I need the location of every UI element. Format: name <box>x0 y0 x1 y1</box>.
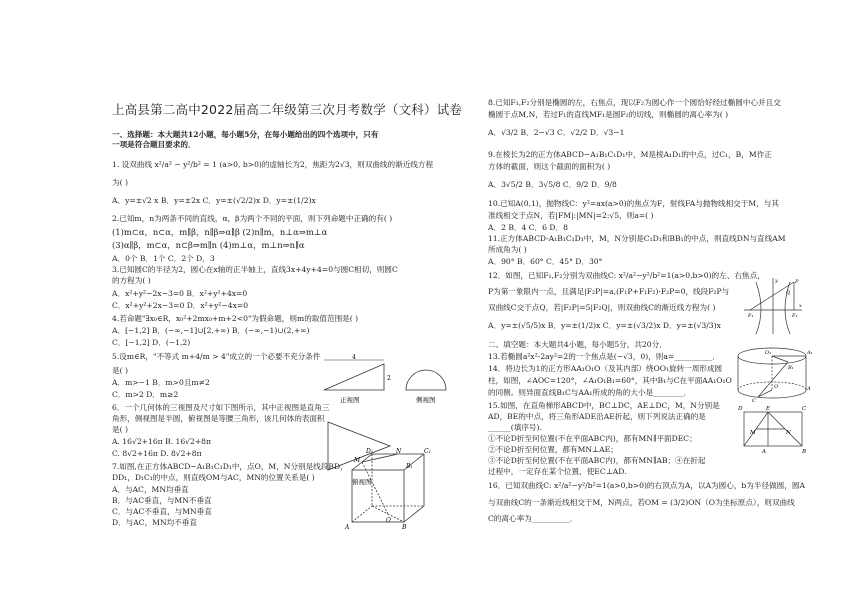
section-1-heading-cont: 一项是符合题目要求的． <box>112 140 196 149</box>
q3-options-cd: C．x²+y²+2x−3=0 D．x²+y²−4x=0 <box>112 301 249 310</box>
page-title: 上高县第二高中2022届高二年级第三次月考数学（文科）试卷 <box>112 102 463 117</box>
label-P: P <box>795 279 799 285</box>
q15-stem-cont: AD，BE的中点，将三角形ADE沿AE折起，则下列说法正确的是 <box>488 412 706 421</box>
q12-stem-cont2: 双曲线C交于点Q，若|F₂P|=5|F₂Q|，则双曲线C的渐近线方程为( ) <box>488 303 716 312</box>
label-x: x <box>799 303 802 309</box>
q12-options: A．y=±(√5/5)x B．y=±(1/2)x C．y=±(√3/2)x D．y=±(√3/3)x <box>488 321 721 330</box>
q4-options-ab: A．[−1,2] B．(−∞,−1]∪[2,+∞) B．(−∞,−1)∪(2,+∞) <box>112 326 310 335</box>
side-view-label: 侧视图 <box>416 396 436 404</box>
q8-options: A．√3/2 B．2−√3 C．√2/2 D．√3−1 <box>488 128 625 137</box>
q16-stem-cont: 与双曲线C的一条渐近线相交于M，N两点，若OM = (3/2)ON（O为坐标原点），则双曲线 <box>488 498 795 507</box>
q6-options-ab: A. 16√2+16π B. 16√2+8π <box>112 437 212 446</box>
q2-options: A．0个 B．1个 C．2个 D．3 <box>112 254 215 263</box>
q7-stem-cont: DD₁，D₁C₁的中点，则直线OM与AC，MN的位置关系是( ) <box>112 473 315 482</box>
q11-stem-cont: 所成角为( ) <box>488 245 527 254</box>
q6-stem-cont: 角形，侧视图是半圆，俯视图是等腰三角形，该几何体的表面积 <box>112 414 325 423</box>
front-view-label: 正视图 <box>340 396 360 404</box>
label-O1: O₁ <box>765 350 772 356</box>
q3-stem-cont: 的方程为( ) <box>112 276 151 285</box>
hyperbola-figure-q12 <box>742 276 804 336</box>
q7-option-a: A．与AC，MN均垂直 <box>112 485 189 494</box>
q7-stem: 7.如图,在正方体ABCD−A₁B₁C₁D₁中，点O，M，N分别是线段BD， <box>112 462 348 471</box>
q10-options: A．2 B．4 C．6 D．8 <box>488 223 568 232</box>
label-A-trap: A <box>762 449 766 455</box>
q15-statement-3-4: ③不论D折至何位置(不在平面ABC内)，都有MN∥AB；④在折起 <box>488 456 706 465</box>
q15-statement-4-cont: 过程中，一定存在某个位置，使EC⊥AD. <box>488 467 627 476</box>
label-M: M <box>354 457 361 464</box>
cylinder-figure-q14 <box>732 344 812 404</box>
front-view-dim-4: 4 <box>352 354 356 361</box>
label-D-trap: D <box>738 406 743 412</box>
label-B-trap: B <box>802 449 807 455</box>
label-F2: F₂ <box>792 313 798 319</box>
label-B1: B₁ <box>406 463 413 470</box>
q9-stem-cont: 方体的截面，则这个截面的面积为( ) <box>488 162 611 171</box>
q5-stem-cont: 是( ) <box>112 366 128 375</box>
q9-options: A．3√5/2 B．3√5/8 C．9/2 D．9/8 <box>488 180 617 189</box>
q6-stem: 6．一个几何体的三视图及尺寸如下图所示，其中正视图是直角三 <box>112 403 330 412</box>
q15-statement-1: ①不论D折至何位置(不在平面ABC内)，都有MN∥平面DEC； <box>488 434 697 443</box>
q11-options: A．90° B．60° C．45° D．30° <box>488 257 603 266</box>
q6-stem-cont2: 是( ) <box>112 425 128 434</box>
label-B: B <box>402 524 407 531</box>
q5-stem: 5.设m∈R，"不等式 m+4/m > 4"成立的一个必要不充分条件 <box>112 352 321 361</box>
q14-stem: 14．将边长为1的正方形AA₁O₁O（及其内部）绕OO₁旋转一周形成圆 <box>488 364 723 373</box>
q12-stem-cont: P为第一象限内一点，且满足|F₂P|=a,(F₁P+F₁F₂)·F₂P=0，线段F₂P与 <box>488 287 730 296</box>
label-C-trap: C <box>802 406 807 412</box>
q15-statement-2: ②不论D折至何位置，都有MN⊥AE； <box>488 445 618 454</box>
q11-stem: 11.正方体ABCD-A₁B₁C₁D₁中，M，N分别是C₁D₁和BB₁的中点，则直线DN与直线AM <box>488 234 786 243</box>
label-N-trap: N <box>786 430 791 436</box>
side-view-semicircle <box>406 370 446 390</box>
label-Q: Q <box>786 290 791 296</box>
label-D1: D₁ <box>366 448 374 455</box>
top-view-label: 俯视图 <box>352 478 372 486</box>
q14-stem-cont: 柱，如图，∠AOC=120°，∠A₁O₁B₁=60°，其中B₁与C在平面AA₁O₁O <box>488 376 732 385</box>
q8-stem: 8.已知F₁,F₂分别是椭圆的左，右焦点，现以F₂为圆心作一个圆恰好经过椭圆中心并且交 <box>488 98 781 107</box>
label-N: N <box>396 448 402 455</box>
front-view-triangle <box>324 364 384 390</box>
q7-option-c: C．与AC不垂直，与MN垂直 <box>112 507 212 516</box>
q9-stem: 9.在棱长为2的正方体ABCD−A₁B₁C₁D₁中，M是棱A₁D₁的中点，过C₁，B，M作正 <box>488 150 772 159</box>
q4-options-cd: C．[−1,2] D．(−1,2) <box>112 338 191 347</box>
label-C1: C₁ <box>424 448 431 455</box>
q13: 13.若椭圆a²x²-2ay²=2的一个焦点是(−√3，0)，则a=__________． <box>488 352 720 361</box>
front-view-dim-2: 2 <box>387 375 391 382</box>
q1-stem-cont: 为( ) <box>112 178 128 187</box>
q1-stem: 1. 设双曲线 x²/a² − y²/b² = 1 (a>0, b>0)的虚轴长为2，焦距为2√3，则双曲线的渐近线方程 <box>112 160 434 169</box>
label-C-cyl: C <box>752 398 756 404</box>
label-F1: F₁ <box>748 313 754 319</box>
label-O: O <box>386 517 391 524</box>
q1-options: A．y=±√2 x B．y=±2x C．y=±(√2/2)x D．y=±(1/2)x <box>112 196 316 205</box>
q10-stem-cont: 准线相交于点N，若|FM|:|MN|=2:√5，则a=( ) <box>488 211 654 220</box>
q5-options-cd: C．m>2 D．m≥2 <box>112 390 179 399</box>
q14-stem-cont2: 的同侧。则异面直线B₁C与AA₁所成的角的大小是________． <box>488 388 692 397</box>
label-B1-cyl: B₁ <box>788 365 794 371</box>
label-A1: A₁ <box>807 350 813 356</box>
q7-option-d: D．与AC，MN均不垂直 <box>112 518 197 527</box>
label-A-cyl: A <box>807 386 811 392</box>
label-y: y <box>775 278 778 284</box>
q2-prop-1-2: (1)m⊂α，n⊂α，m∥β，n∥β⇒α∥β (2)n∥m，n⊥α⇒m⊥α <box>112 227 328 237</box>
label-M-trap: M <box>750 430 756 436</box>
q3-options-ab: A．x²+y²−2x−3=0 B．x²+y²+4x=0 <box>112 289 248 298</box>
q2-stem: 2.已知m，n为两条不同的直线，α，β为两个不同的平面，则下列命题中正确的有( ) <box>112 214 393 223</box>
label-E-trap: E <box>766 406 771 412</box>
label-A: A <box>345 524 350 531</box>
cube-figure-q7 <box>344 448 430 530</box>
q8-stem-cont: 椭圆于点M,N，若过F₁的直线MF₁是圆F₂的切线，则椭圆的离心率为( ) <box>488 110 729 119</box>
q2-prop-3-4: (3)α∥β，m⊂α，n⊂β⇒m∥n (4)m⊥α，m⊥n⇒n∥α <box>112 240 305 250</box>
q5-options-ab: A．m>−1 B．m>0且m≠2 <box>112 378 210 387</box>
q12-stem: 12．如图，已知F₁,F₂分别为双曲线C: x²/a²−y²/b²=1(a>0,b>0)的左、右焦点， <box>488 271 765 280</box>
q6-options-cd: C. 8√2+16π D. 8√2+8π <box>112 449 202 458</box>
q7-option-b: B．与AC垂直，与MN不垂直 <box>112 496 212 505</box>
q16-stem-cont2: C的离心率为__________． <box>488 514 578 523</box>
section-1-heading: 一、选择题：本大题共12小题，每小题5分，在每小题给出的四个选项中，只有 <box>112 130 379 139</box>
label-O-cyl: O <box>774 384 779 390</box>
q3-stem: 3.已知圆C的半径为2，圆心在x轴的正半轴上，直线3x+4y+4=0与圆C相切，则圆C <box>112 265 398 274</box>
q15-stem-cont2: ______(填序号). <box>488 423 542 432</box>
q10-stem: 10.已知A(0,1)，抛物线C：y²=ax(a>0)的焦点为F，射线FA与抛物线相交于M，与其 <box>488 199 779 208</box>
q15-stem: 15.如图，在直角梯形ABCD中，BC⊥DC，AE⊥DC，M，N分别是 <box>488 401 720 410</box>
trapezoid-figure-q15 <box>738 404 810 454</box>
q4-stem: 4.若命题"∃x₀∈R，x₀²+2mx₀+m+2<0"为假命题，则m的取值范围是( ) <box>112 314 359 323</box>
q16-stem: 16．已知双曲线C: x²/a²−y²/b²=1(a>0,b>0)的右顶点为A，以A为圆心，b为半径做圆，圆A <box>488 481 805 490</box>
section-2-heading: 二、填空题：本大题共4小题，每小题5分，共20分． <box>488 340 667 349</box>
